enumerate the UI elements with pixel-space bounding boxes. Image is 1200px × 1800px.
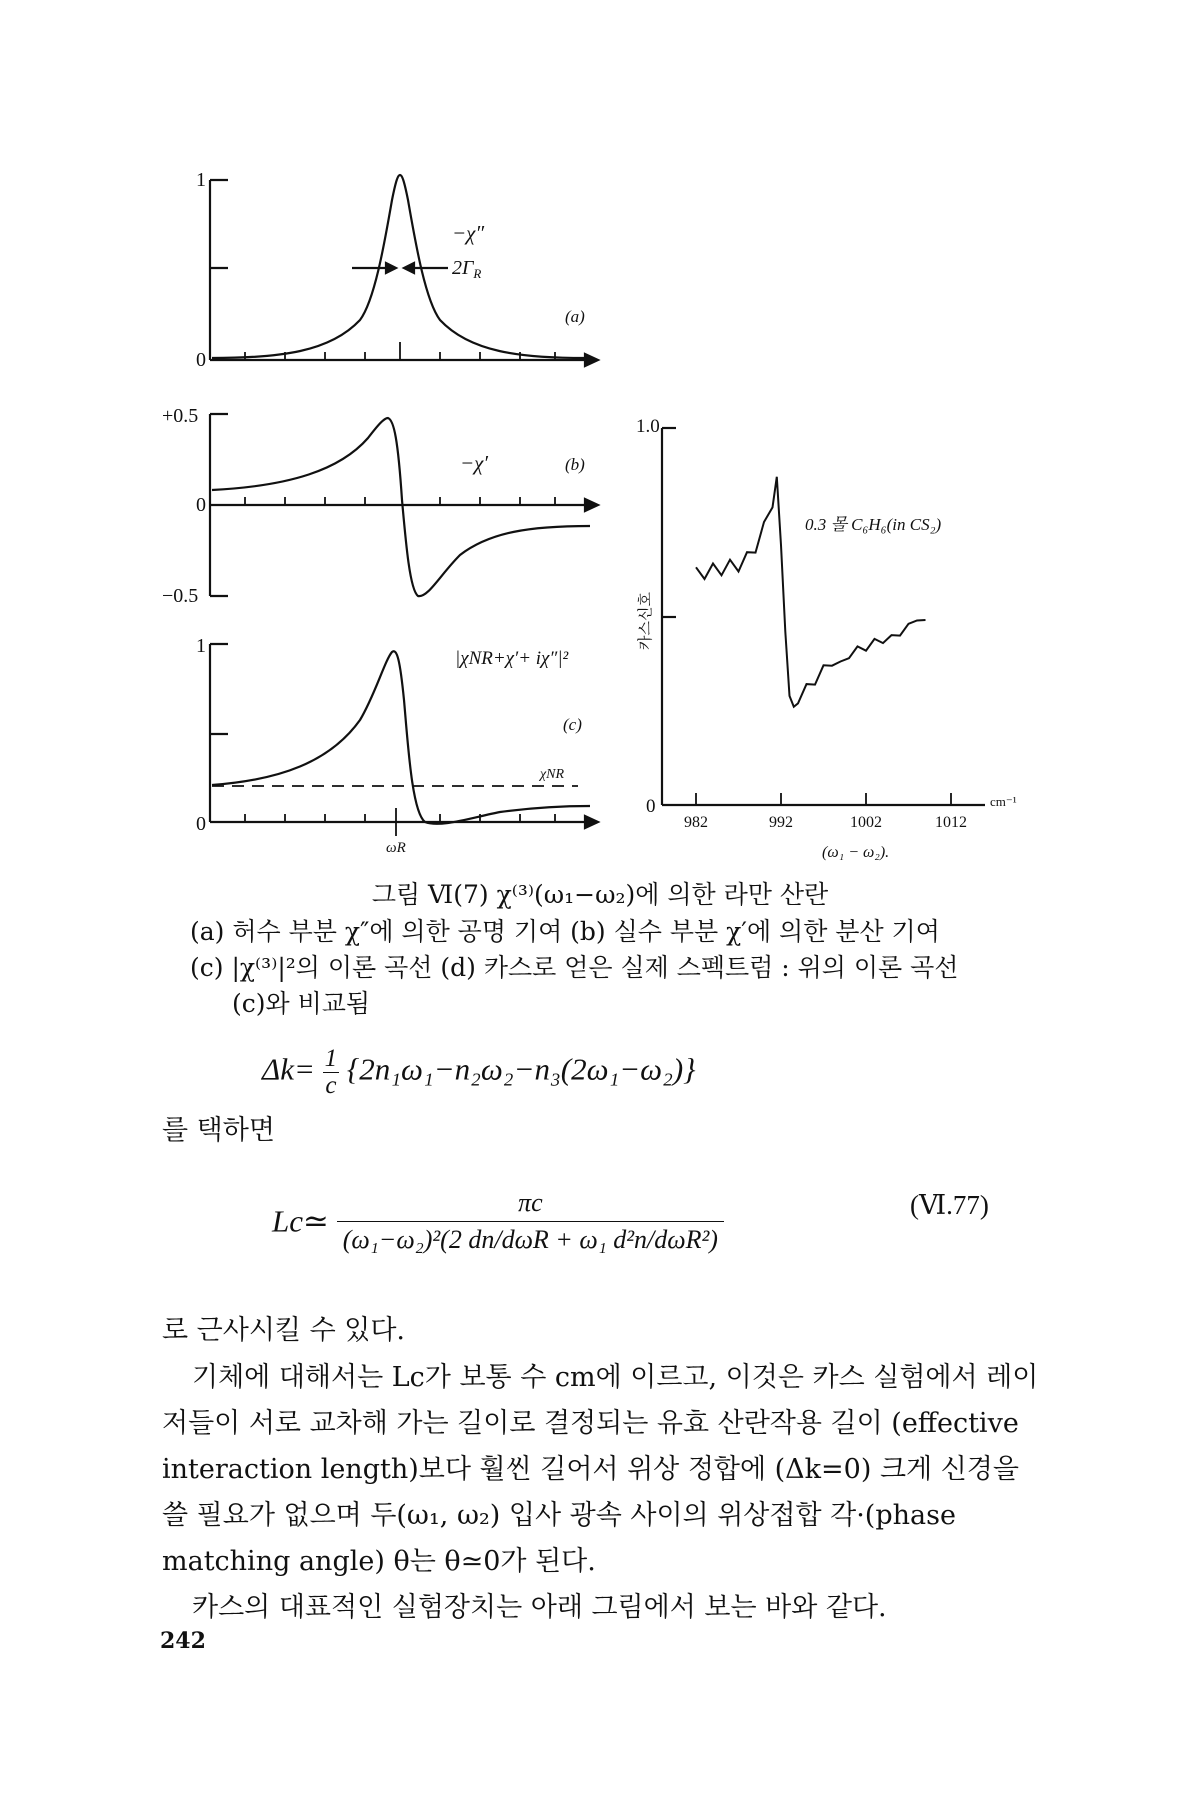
- text-approx: 로 근사시킬 수 있다.: [162, 1315, 405, 1346]
- panel-d-yzero: 0: [646, 796, 656, 817]
- eq1-rhs: {2n₁ω₁−n₂ω₂−n₃(2ω₁−ω₂)}: [346, 1051, 696, 1087]
- curve-real-chi: [212, 418, 590, 596]
- panel-d-x-label: (ω₁ − ω₂).: [822, 844, 890, 861]
- figure-caption-title: 그림 Ⅵ(7) χ⁽³⁾(ω₁−ω₂)에 의한 라만 산란: [371, 880, 829, 909]
- figure-caption-line1: (a) 허수 부분 χ″에 의한 공명 기여 (b) 실수 부분 χ′에 의한 분산 기여: [190, 917, 940, 946]
- panel-a-label: (a): [565, 307, 585, 326]
- panel-b-label: (b): [565, 455, 585, 474]
- eq1-lhs: Δk=: [262, 1051, 315, 1087]
- eq2-num: πc: [337, 1185, 724, 1222]
- panel-c: [210, 644, 598, 836]
- panel-b: [210, 414, 598, 596]
- panel-b-yzero: 0: [196, 494, 206, 516]
- panel-c-ytop: 1: [196, 635, 206, 657]
- figure-caption-line2: (c) |χ⁽³⁾|²의 이론 곡선 (d) 카스로 얻은 실제 스펙트럼 : 위의 이론 곡선: [190, 953, 959, 982]
- figure-vi-7: [0, 0, 1200, 880]
- panel-b-ybottom: −0.5: [162, 585, 199, 607]
- eq2-fraction: [337, 1185, 724, 1258]
- equation-lc: [272, 1185, 724, 1258]
- eq2-den: (ω₁−ω₂)²(2 dn/dωR + ω₁ d²n/dωR²): [342, 1225, 718, 1254]
- panel-d-x-tick-label: 1002: [850, 814, 882, 831]
- panel-a-curve-label: −χ″: [452, 221, 485, 245]
- eq2-lhs: Lc≃: [272, 1203, 329, 1239]
- panel-a: [210, 175, 598, 366]
- eq1-frac-num: 1: [324, 1045, 338, 1072]
- panel-d-x-tick-label: 1012: [935, 814, 967, 831]
- panel-d-x-tick-labels: [684, 814, 967, 831]
- panel-d-ytop: 1.0: [636, 416, 660, 437]
- eq1-frac-den: c: [325, 1072, 337, 1099]
- curve-imag-chi: [212, 175, 585, 358]
- panel-d-x-tick-label: 982: [684, 814, 708, 831]
- panel-a-width-label: $2\Gamma_R$: [452, 257, 482, 281]
- panel-b-curve-label: −χ′: [460, 451, 489, 475]
- panel-c-curve-label: |χNR+χ′+ iχ″|²: [455, 648, 569, 669]
- panel-a-ytop: 1: [196, 169, 206, 191]
- panel-d-x-unit: cm⁻¹: [990, 794, 1017, 809]
- panel-c-label: (c): [563, 715, 582, 734]
- panel-d-spectrum-line: [696, 477, 926, 707]
- paragraph-setup: 카스의 대표적인 실험장치는 아래 그림에서 보는 바와 같다.: [192, 1592, 887, 1623]
- panel-b-ytop: +0.5: [162, 405, 199, 427]
- text-select: 를 택하면: [162, 1115, 275, 1146]
- paragraph-gas: 기체에 대해서는 Lc가 보통 수 cm에 이르고, 이것은 카스 실험에서 레이저들이 서로 교차해 가는 길이로 결정되는 유효 산란작용 길이 (effective interaction length)보다 훨씬 길어서 위상 정합에 (Δk=0) 크게 신경을 쓸 필요가 없으며 두(ω₁, ω₂) 입사 광속 사이의 위상접합 각·(phase matching angle) θ는 θ≃0가 된다.: [162, 1362, 1039, 1577]
- panel-d-axes: [662, 428, 985, 805]
- figure-caption-line3: (c)와 비교됨: [232, 989, 371, 1018]
- panel-d-y-axis-label: 카스신호: [638, 592, 654, 650]
- equation-delta-k: [262, 1046, 696, 1099]
- eq1-fraction: [323, 1046, 340, 1099]
- panel-d-sample-label: 0.3 몰 C₆H₆(in CS₂): [805, 515, 942, 534]
- panel-c-yzero: 0: [196, 813, 206, 835]
- equation-number: (Ⅵ.77): [910, 1190, 989, 1220]
- panel-a-yzero: 0: [196, 349, 206, 371]
- panel-d-x-ticks: [696, 793, 951, 805]
- panel-c-nr-label: χNR: [540, 767, 565, 782]
- page-number: 242: [160, 1628, 206, 1654]
- panel-d-x-tick-label: 992: [769, 814, 793, 831]
- panel-c-x-marker: ωR: [386, 840, 406, 856]
- curve-total-chi: [212, 651, 590, 824]
